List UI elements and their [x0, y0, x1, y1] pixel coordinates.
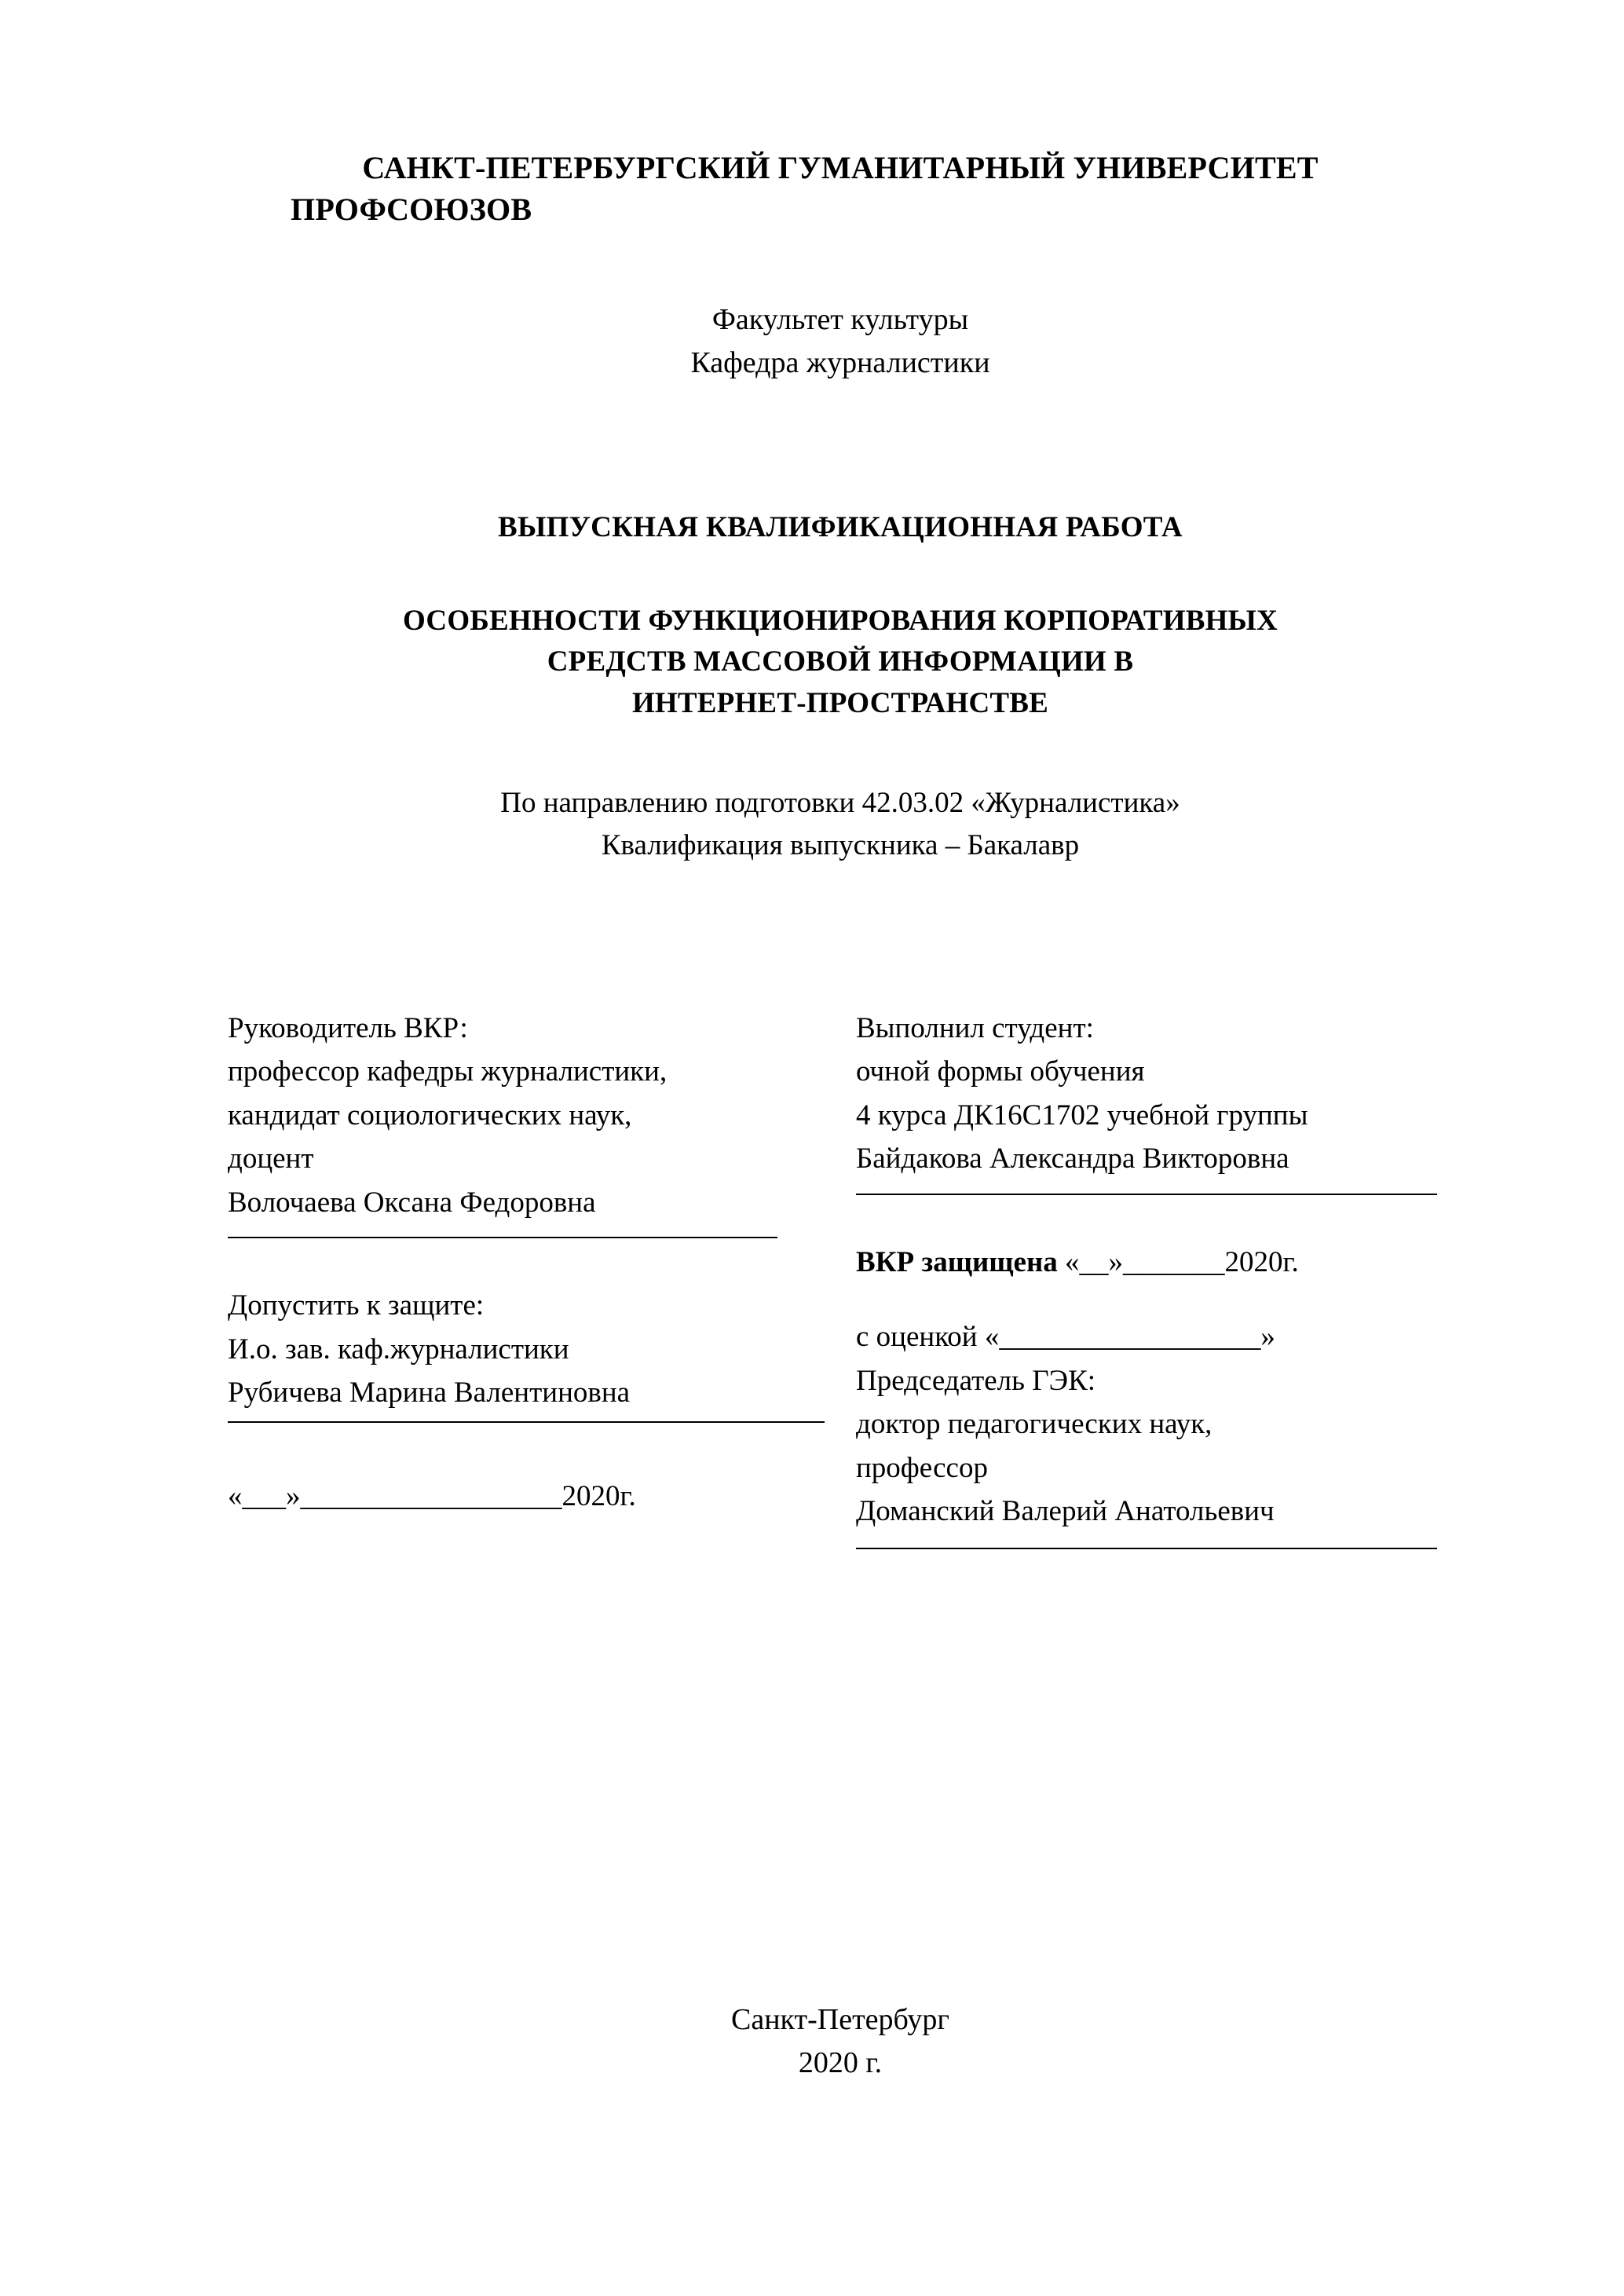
program-block: [228, 782, 1453, 866]
footer-city: Санкт-Петербург: [730, 2003, 950, 2036]
chair-heading: Председатель ГЭК:: [856, 1364, 1096, 1397]
supervisor-line1: профессор кафедры журналистики,: [228, 1055, 668, 1088]
admission-date-line: «___»__________________2020г.: [228, 1479, 636, 1512]
work-type: ВЫПУСКНАЯ КВАЛИФИКАЦИОННАЯ РАБОТА: [498, 510, 1183, 543]
supervisor-line3: доцент: [228, 1143, 314, 1175]
signature-columns: [228, 1007, 1453, 1549]
defense-grade-line: с оценкой «__________________»: [856, 1321, 1275, 1354]
chair-rank: профессор: [856, 1451, 988, 1484]
chair-degree: доктор педагогических наук,: [856, 1408, 1213, 1441]
page-content: [228, 0, 1453, 2080]
thesis-title: [228, 601, 1453, 725]
chair-name: Доманский Валерий Анатольевич: [856, 1495, 1275, 1528]
university-name: [228, 148, 1453, 231]
university-name-line1: САНКТ-ПЕТЕРБУРГСКИЙ ГУМАНИТАРНЫЙ УНИВЕРСИТЕТ: [362, 150, 1319, 185]
right-column: [856, 1007, 1453, 1549]
program-direction: По направлению подготовки 42.03.02 «Журналистика»: [500, 787, 1180, 820]
footer-block: [228, 1998, 1453, 2085]
thesis-title-line3: ИНТЕРНЕТ-ПРОСТРАНСТВЕ: [631, 686, 1049, 719]
faculty-block: [228, 298, 1453, 385]
supervisor-heading: Руководитель ВКР:: [228, 1011, 468, 1044]
supervisor-name: Волочаева Оксана Федоровна: [228, 1186, 596, 1219]
faculty-name: Факультет культуры: [711, 302, 969, 336]
left-column: [228, 1007, 809, 1549]
admission-name: Рубичева Марина Валентиновна: [228, 1377, 631, 1409]
defense-heading-rest: «__»_______2020г.: [1057, 1245, 1299, 1278]
program-qualification: Квалификация выпускника – Бакалавр: [601, 829, 1080, 862]
thesis-title-line1: ОСОБЕННОСТИ ФУНКЦИОНИРОВАНИЯ КОРПОРАТИВНЫХ: [402, 604, 1278, 637]
chair-signature-rule: [856, 1548, 1437, 1549]
thesis-title-line2: СРЕДСТВ МАССОВОЙ ИНФОРМАЦИИ В: [547, 645, 1134, 678]
student-name: Байдакова Александра Викторовна: [856, 1143, 1289, 1175]
university-name-line2: ПРОФСОЮЗОВ: [291, 191, 532, 227]
department-name: Кафедра журналистики: [690, 345, 990, 379]
defense-heading-bold: ВКР защищена: [856, 1245, 1058, 1278]
student-group: 4 курса ДК16С1702 учебной группы: [856, 1099, 1308, 1132]
admission-position: И.о. зав. каф.журналистики: [228, 1333, 569, 1366]
student-form: очной формы обучения: [856, 1055, 1145, 1088]
student-heading: Выполнил студент:: [856, 1011, 1094, 1044]
admission-heading: Допустить к защите:: [228, 1289, 485, 1322]
supervisor-line2: кандидат социологических наук,: [228, 1099, 632, 1132]
footer-year: 2020 г.: [798, 2046, 883, 2080]
defense-heading: [856, 1241, 1453, 1285]
